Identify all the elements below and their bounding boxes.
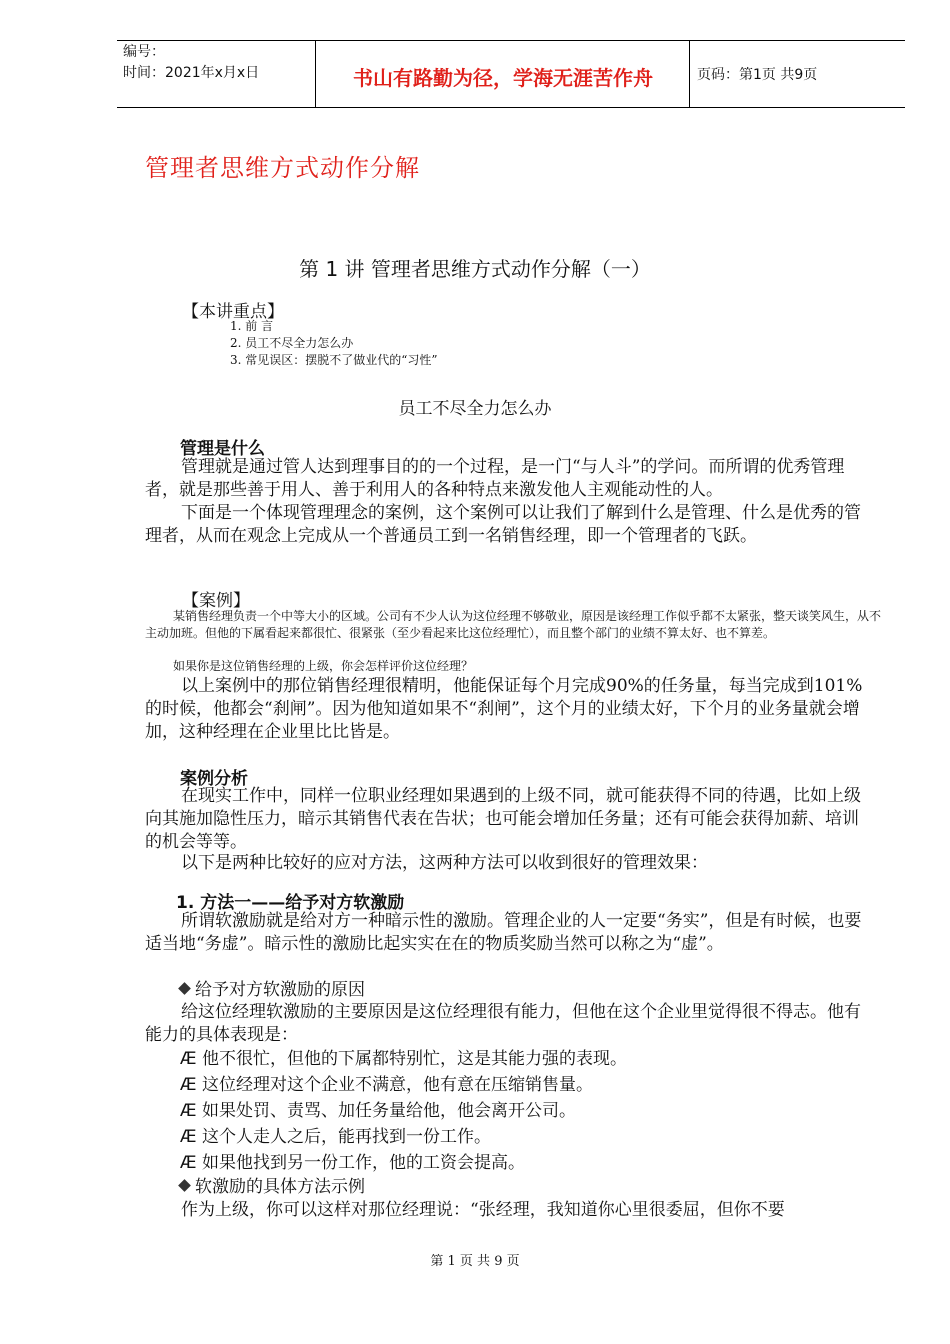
header-meta: [123, 42, 259, 84]
analysis-p2: 以下是两种比较好的应对方法，这两种方法可以收到很好的管理效果：: [181, 853, 708, 873]
bullet-item: Æ 如果处罚、责骂、加任务量给他，他会离开公司。: [180, 1101, 576, 1121]
what-is-mgmt-heading: 管理是什么: [180, 439, 265, 459]
diamond-bullet-icon: [178, 982, 191, 995]
ability-bullet-list: [180, 1046, 627, 1176]
bullet-item: Æ 如果他找到另一份工作，他的工资会提高。: [180, 1153, 525, 1173]
analysis-heading: 案例分析: [180, 769, 248, 789]
bullet-item: Æ 他不很忙，但他的下属都特别忙，这是其能力强的表现。: [180, 1049, 627, 1069]
what-is-mgmt-p2: 下面是一个体现管理理念的案例，这个案例可以让我们了解到什么是管理、什么是优秀的管理者，从而在观念上完成从一个普通员工到一名销售经理，即一个管理者的飞跃。: [145, 503, 861, 546]
bullet-glyph: Æ: [180, 1101, 197, 1121]
bullet-glyph: Æ: [180, 1153, 197, 1173]
bullet-item: Æ 这位经理对这个企业不满意，他有意在压缩销售量。: [180, 1075, 593, 1095]
reason-title-row: [176, 978, 365, 1002]
case-paragraph: 以上案例中的那位销售经理很精明，他能保证每个月完成90%的任务量，每当完成到101%的时候，他都会“刹闸”。因为他知道如果不“刹闸”，这个月的业绩太好，下个月的业务量就会增加，这种经理在企业里比比皆是。: [145, 676, 863, 742]
section-title: 员工不尽全力怎么办: [398, 399, 552, 419]
bullet-item: Æ 这个人走人之后，能再找到一份工作。: [180, 1127, 491, 1147]
number-label: 编号：: [123, 44, 165, 60]
header-divider-1: [315, 40, 316, 107]
header-top-rule: [117, 40, 905, 41]
key-points-list: [230, 318, 438, 369]
bullet-glyph: Æ: [180, 1127, 197, 1147]
header-page-info: 页码：第1页 共9页: [697, 67, 818, 83]
reason-title: 给予对方软激励的原因: [195, 980, 365, 1000]
document-title: 管理者思维方式动作分解: [145, 154, 420, 182]
header-motto: 书山有路勤为径，学海无涯苦作舟: [353, 66, 653, 90]
header-divider-2: [689, 40, 690, 107]
case-text: 某销售经理负责一个中等大小的区域。公司有不少人认为这位经理不够敬业，原因是该经理工作似乎都不太紧张，整天谈笑风生，从不主动加班。但他的下属看起来都很忙、很紧张（至少看起来比这位经理忙），而且整个部门的业绩不算太好、也不算差。: [145, 609, 882, 640]
time-label: 时间：2021年x月x日: [123, 65, 260, 81]
key-points-heading: 【本讲重点】: [182, 302, 284, 322]
bullet-glyph: Æ: [180, 1075, 197, 1095]
example-title: 软激励的具体方法示例: [195, 1177, 365, 1197]
example-paragraph: 作为上级，你可以这样对那位经理说：“张经理，我知道你心里很委屈，但你不要: [181, 1200, 785, 1220]
bullet-glyph: Æ: [180, 1049, 197, 1069]
key-point-item: 2. 员工不尽全力怎么办: [230, 336, 354, 350]
key-point-item: 3. 常见误区：摆脱不了做业代的“习性”: [230, 353, 438, 367]
diamond-bullet-icon: [178, 1179, 191, 1192]
lecture-title: 第 1 讲 管理者思维方式动作分解（一）: [299, 257, 651, 281]
method1-p1: 所谓软激励就是给对方一种暗示性的激励。管理企业的人一定要“务实”，但是有时候，也要适当地“务虚”。暗示性的激励比起实实在在的物质奖励当然可以称之为“虚”。: [145, 911, 862, 954]
reason-paragraph: 给这位经理软激励的主要原因是这位经理很有能力，但他在这个企业里觉得很不得志。他有能力的具体表现是：: [145, 1002, 861, 1045]
case-heading: 【案例】: [182, 591, 250, 611]
header-bottom-rule: [117, 107, 905, 108]
analysis-p1: 在现实工作中，同样一位职业经理如果遇到的上级不同，就可能获得不同的待遇，比如上级向其施加隐性压力，暗示其销售代表在告状；也可能会增加任务量；还有可能会获得加薪、培训的机会等等。: [145, 786, 861, 852]
key-point-item: 1. 前 言: [230, 319, 274, 333]
what-is-mgmt-p1: 管理就是通过管人达到理事目的的一个过程，是一门“与人斗”的学问。而所谓的优秀管理者，就是那些善于用人、善于利用人的各种特点来激发他人主观能动性的人。: [145, 457, 845, 500]
case-question: 如果你是这位销售经理的上级，你会怎样评价这位经理？: [173, 659, 474, 673]
example-title-row: [176, 1175, 365, 1199]
method1-heading: 1. 方法一——给予对方软激励: [176, 893, 405, 913]
page-footer: 第 1 页 共 9 页: [430, 1254, 520, 1269]
